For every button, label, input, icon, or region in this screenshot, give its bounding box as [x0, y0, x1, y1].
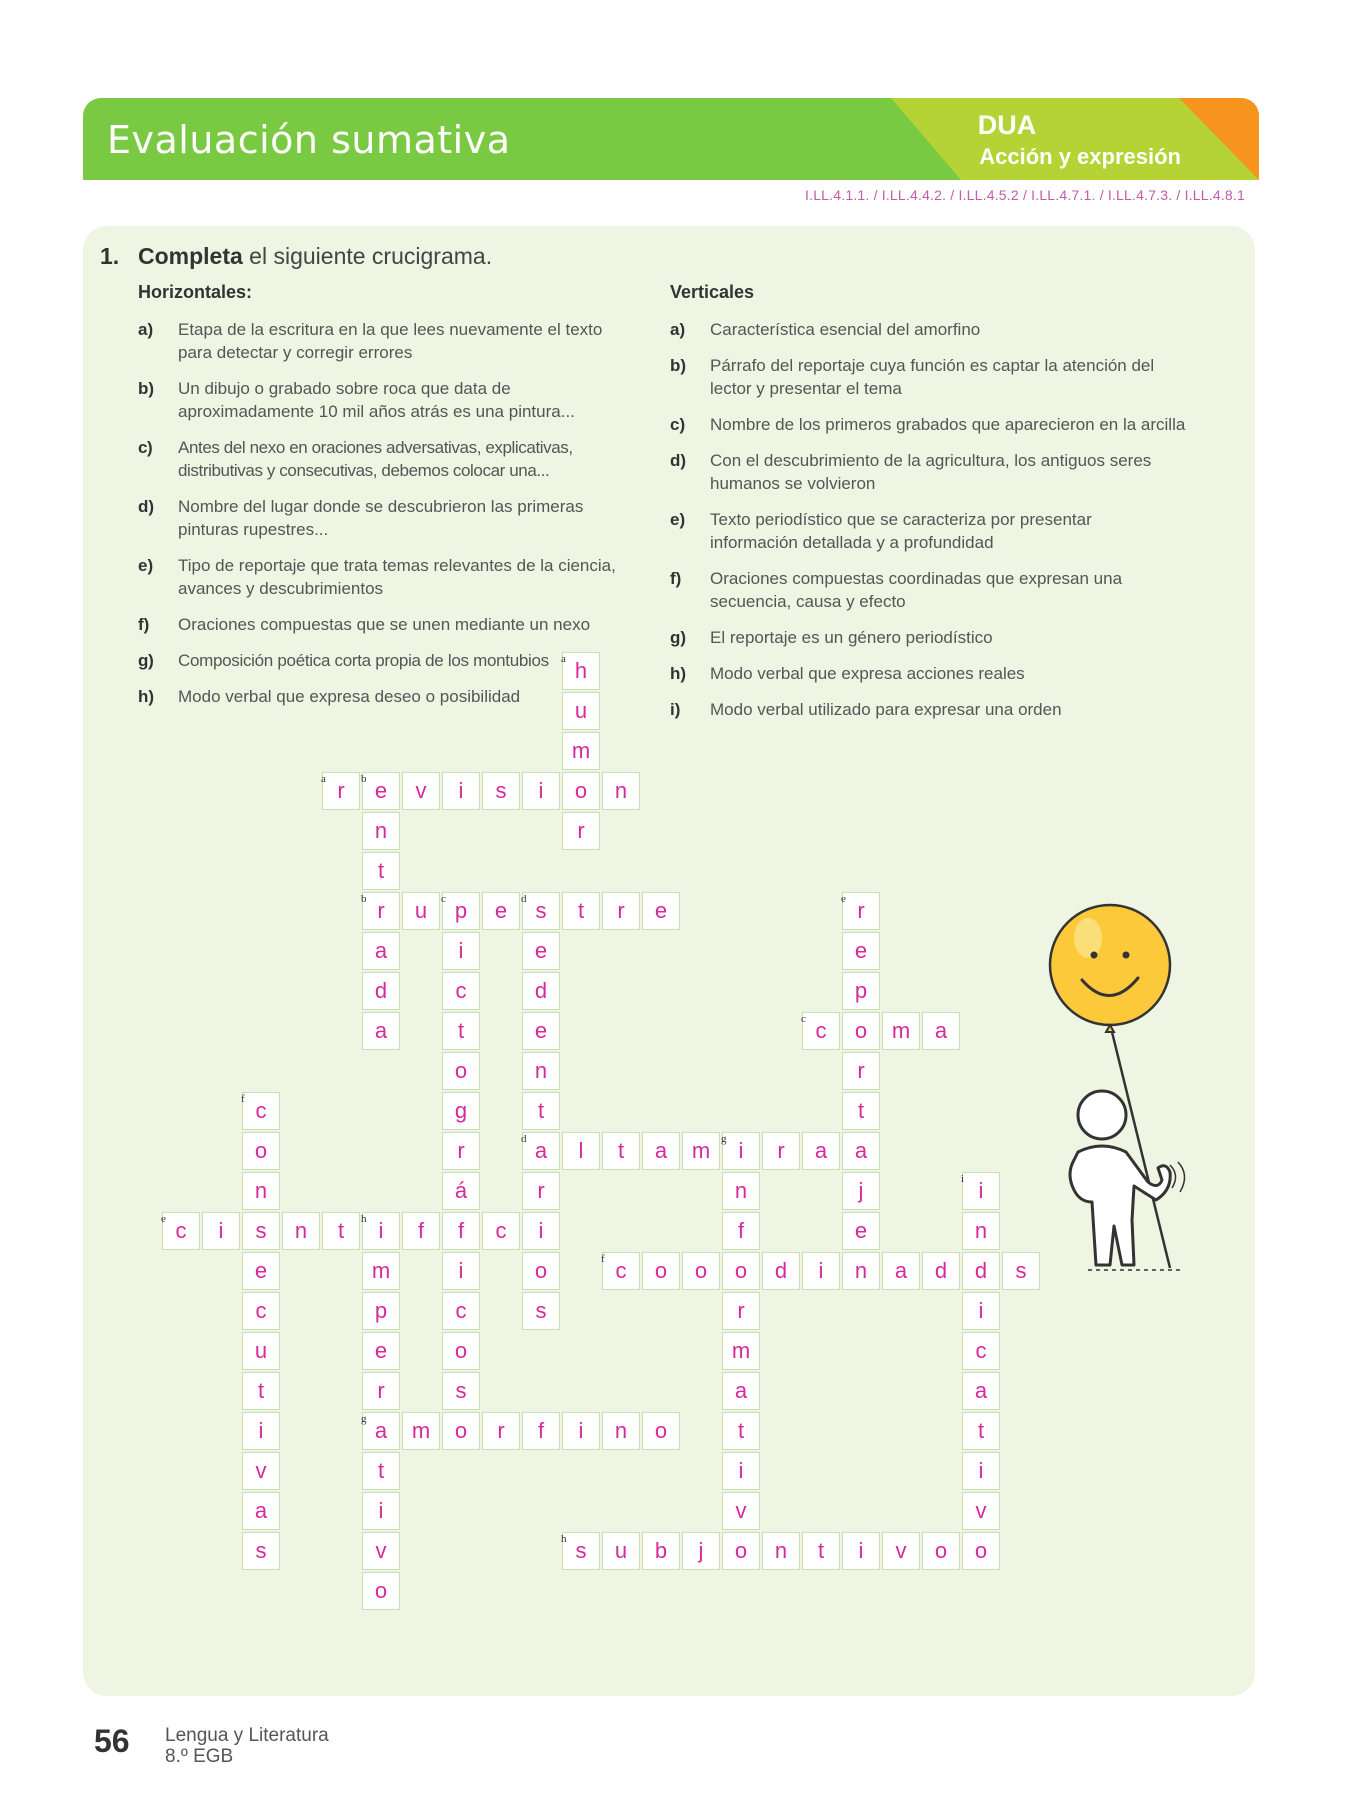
crossword-clue-number: e — [841, 893, 846, 905]
crossword-cell[interactable]: t — [362, 1452, 400, 1490]
clue-text: Etapa de la escritura en la que lees nuevamente el texto para detectar y corregir errores — [178, 320, 603, 362]
crossword-cell[interactable]: o — [522, 1252, 560, 1290]
clue-text: Nombre del lugar donde se descubrieron las primeras pinturas rupestres... — [178, 497, 584, 539]
clue-letter: e) — [138, 556, 154, 575]
clue-text: Modo verbal que expresa deseo o posibilidad — [178, 687, 521, 706]
crossword-clue-number: f — [241, 1093, 245, 1105]
crossword-cell[interactable]: i — [562, 1412, 600, 1450]
crossword-cell[interactable]: r — [482, 1412, 520, 1450]
page-number: 56 — [94, 1723, 130, 1759]
clue-letter: d) — [138, 497, 155, 516]
crossword-cell[interactable]: i — [962, 1452, 1000, 1490]
clue-letter: i) — [670, 700, 681, 719]
clue-letter: a) — [670, 320, 686, 339]
question-text — [138, 243, 492, 270]
question-rest: el siguiente crucigrama. — [242, 243, 493, 269]
clue-letter: g) — [138, 651, 154, 670]
crossword-cell[interactable]: n — [242, 1172, 280, 1210]
crossword-cell[interactable]: o — [682, 1252, 720, 1290]
crossword-cell[interactable]: t — [522, 1092, 560, 1130]
crossword-cell[interactable]: e — [362, 1332, 400, 1370]
crossword-cell[interactable]: c — [442, 972, 480, 1010]
section-title: Evaluación sumativa — [107, 118, 511, 162]
crossword-cell[interactable]: r — [762, 1132, 800, 1170]
crossword-cell[interactable]: t — [362, 852, 400, 890]
crossword-cell[interactable]: r — [322, 772, 360, 810]
crossword-cell[interactable]: h — [562, 652, 600, 690]
verticales-heading: Verticales — [670, 282, 755, 302]
crossword-clue-number: g — [361, 1413, 367, 1425]
crossword-cell[interactable]: r — [842, 1052, 880, 1090]
crossword-cell[interactable]: i — [362, 1212, 400, 1250]
crossword-cell[interactable]: a — [642, 1132, 680, 1170]
crossword-cell[interactable]: i — [842, 1532, 880, 1570]
crossword-clue-number: c — [441, 893, 446, 905]
crossword-cell[interactable]: v — [882, 1532, 920, 1570]
crossword-cell[interactable]: e — [242, 1252, 280, 1290]
clue-text: Modo verbal que expresa acciones reales — [710, 664, 1025, 683]
crossword-cell[interactable]: t — [442, 1012, 480, 1050]
crossword-cell[interactable]: s — [442, 1372, 480, 1410]
clue-text: Texto periodístico que se caracteriza por presentar información detallada y a profundidad — [710, 510, 1092, 552]
crossword-cell[interactable]: i — [962, 1172, 1000, 1210]
crossword-cell[interactable]: t — [562, 892, 600, 930]
crossword-cell[interactable]: c — [242, 1292, 280, 1330]
crossword-cell[interactable]: d — [922, 1252, 960, 1290]
crossword-cell[interactable]: a — [362, 932, 400, 970]
crossword-cell[interactable]: r — [362, 1372, 400, 1410]
clue-letter: h) — [138, 687, 155, 706]
crossword-clue-number: a — [321, 773, 326, 785]
crossword-cell[interactable]: i — [442, 1252, 480, 1290]
crossword-cell[interactable]: i — [722, 1132, 760, 1170]
crossword-cell[interactable]: e — [842, 932, 880, 970]
crossword-cell[interactable]: t — [242, 1372, 280, 1410]
crossword-cell[interactable]: p — [842, 972, 880, 1010]
crossword-cell[interactable]: u — [602, 1532, 640, 1570]
crossword-cell[interactable]: a — [922, 1012, 960, 1050]
crossword-cell[interactable]: i — [522, 772, 560, 810]
crossword-cell[interactable]: t — [722, 1412, 760, 1450]
clue-text: Antes del nexo en oraciones adversativas, explicativas, distributivas y consecutivas, debemos colocar una... — [178, 438, 573, 480]
crossword-clue-number: e — [161, 1213, 166, 1225]
crossword-cell[interactable]: r — [842, 892, 880, 930]
clue-letter: a) — [138, 320, 154, 339]
subject-name: Lengua y Literatura — [165, 1725, 329, 1746]
clue-letter: b) — [138, 379, 155, 398]
balloon-icon — [1050, 905, 1170, 1032]
crossword-clue-number: h — [561, 1533, 567, 1545]
crossword-cell[interactable]: u — [402, 892, 440, 930]
crossword-cell[interactable]: a — [842, 1132, 880, 1170]
crossword-cell[interactable]: o — [842, 1012, 880, 1050]
horizontales-heading: Horizontales: — [138, 282, 253, 302]
dua-subtitle: Acción y expresión — [979, 144, 1181, 169]
crossword-cell[interactable]: r — [602, 892, 640, 930]
crossword-cell[interactable]: m — [882, 1012, 920, 1050]
crossword-clue-number: b — [361, 893, 367, 905]
crossword-clue-number: d — [521, 893, 527, 905]
crossword-cell[interactable]: m — [722, 1332, 760, 1370]
crossword-cell[interactable]: o — [642, 1252, 680, 1290]
crossword-cell[interactable]: c — [602, 1252, 640, 1290]
crossword-cell[interactable]: v — [402, 772, 440, 810]
crossword-cell[interactable]: n — [842, 1252, 880, 1290]
clue-text: Oraciones compuestas coordinadas que expresan una secuencia, causa y efecto — [710, 569, 1123, 611]
crossword-cell[interactable]: n — [722, 1172, 760, 1210]
clue-letter: f) — [138, 615, 150, 634]
crossword-cell[interactable]: a — [242, 1492, 280, 1530]
balloon-character-illustration — [1030, 890, 1240, 1290]
crossword-cell[interactable]: o — [442, 1332, 480, 1370]
crossword-clue-number: b — [361, 773, 367, 785]
crossword-cell[interactable]: c — [962, 1332, 1000, 1370]
crossword-cell[interactable]: s — [242, 1212, 280, 1250]
crossword-cell[interactable]: o — [362, 1572, 400, 1610]
crossword-clue-number: f — [601, 1253, 605, 1265]
crossword-cell[interactable]: n — [762, 1532, 800, 1570]
clue-letter: d) — [670, 451, 687, 470]
clue-text: Característica esencial del amorfino — [710, 320, 981, 339]
crossword-cell[interactable]: e — [522, 932, 560, 970]
crossword-cell[interactable]: a — [802, 1132, 840, 1170]
crossword-cell[interactable]: e — [362, 772, 400, 810]
crossword-cell[interactable]: u — [242, 1332, 280, 1370]
crossword-cell[interactable]: f — [522, 1412, 560, 1450]
clue-letter: c) — [138, 438, 153, 457]
crossword-cell[interactable]: t — [802, 1532, 840, 1570]
question-number: 1. — [100, 243, 120, 269]
crossword-clue-number: i — [961, 1173, 965, 1185]
clue-text: El reportaje es un género periodístico — [710, 628, 993, 647]
crossword-cell[interactable]: a — [882, 1252, 920, 1290]
crossword-cell[interactable]: a — [962, 1372, 1000, 1410]
crossword-cell[interactable]: d — [362, 972, 400, 1010]
crossword-clue-number: a — [561, 653, 566, 665]
crossword-cell[interactable]: e — [842, 1212, 880, 1250]
crossword-cell[interactable]: o — [242, 1132, 280, 1170]
crossword-cell[interactable]: t — [602, 1132, 640, 1170]
crossword-cell[interactable]: u — [562, 692, 600, 730]
crossword-cell[interactable]: c — [242, 1092, 280, 1130]
crossword-cell[interactable]: o — [962, 1532, 1000, 1570]
clue-text: Párrafo del reportaje cuya función es captar la atención del lector y presentar el tema — [710, 356, 1155, 398]
clue-text: Con el descubrimiento de la agricultura, los antiguos seres humanos se volvieron — [710, 451, 1152, 493]
crossword-cell[interactable]: i — [522, 1212, 560, 1250]
crossword-cell[interactable]: b — [642, 1532, 680, 1570]
crossword-cell[interactable]: i — [362, 1492, 400, 1530]
crossword-cell[interactable]: r — [362, 892, 400, 930]
question-verb: Completa — [138, 243, 243, 269]
crossword-cell[interactable]: o — [642, 1412, 680, 1450]
dua-title: DUA — [977, 110, 1037, 140]
crossword-cell[interactable]: n — [962, 1212, 1000, 1250]
crossword-cell[interactable]: n — [602, 1412, 640, 1450]
crossword-cell[interactable]: c — [802, 1012, 840, 1050]
crossword-cell[interactable]: m — [562, 732, 600, 770]
crossword-cell[interactable]: p — [362, 1292, 400, 1330]
crossword-cell[interactable]: o — [442, 1412, 480, 1450]
crossword-clue-number: d — [521, 1133, 527, 1145]
crossword-cell[interactable]: a — [522, 1132, 560, 1170]
crossword-clue-number: g — [721, 1133, 727, 1145]
clue-text: Un dibujo o grabado sobre roca que data de aproximadamente 10 mil años atrás es una pintura... — [178, 379, 575, 421]
crossword-cell[interactable]: n — [282, 1212, 320, 1250]
crossword-cell[interactable]: o — [442, 1052, 480, 1090]
crossword-cell[interactable]: e — [642, 892, 680, 930]
crossword-cell[interactable]: i — [202, 1212, 240, 1250]
crossword-cell[interactable]: v — [362, 1532, 400, 1570]
crossword-cell[interactable]: i — [442, 932, 480, 970]
stick-figure-icon — [1070, 1091, 1170, 1265]
grade-label: 8.º EGB — [165, 1746, 234, 1767]
crossword-cell[interactable]: s — [522, 1292, 560, 1330]
crossword-cell[interactable]: á — [442, 1172, 480, 1210]
crossword-cell[interactable]: d — [962, 1252, 1000, 1290]
crossword-cell[interactable]: i — [722, 1452, 760, 1490]
crossword-cell[interactable]: f — [402, 1212, 440, 1250]
crossword-cell[interactable]: d — [762, 1252, 800, 1290]
crossword-cell[interactable]: s — [522, 892, 560, 930]
footer-text — [165, 1725, 329, 1767]
crossword-cell[interactable]: i — [242, 1412, 280, 1450]
section-header — [83, 98, 1259, 180]
crossword-cell[interactable]: r — [442, 1132, 480, 1170]
crossword-cell[interactable]: o — [722, 1532, 760, 1570]
crossword-cell[interactable]: n — [522, 1052, 560, 1090]
clue-text: Oraciones compuestas que se unen mediante un nexo — [178, 615, 591, 634]
crossword-cell[interactable]: v — [962, 1492, 1000, 1530]
crossword-cell[interactable]: n — [362, 812, 400, 850]
crossword-cell[interactable]: j — [682, 1532, 720, 1570]
clue-text: Modo verbal utilizado para expresar una orden — [710, 700, 1062, 719]
clue-letter: c) — [670, 415, 686, 434]
crossword-cell[interactable]: t — [842, 1092, 880, 1130]
crossword-cell[interactable]: t — [322, 1212, 360, 1250]
clue-letter: b) — [670, 356, 687, 375]
crossword-cell[interactable]: a — [722, 1372, 760, 1410]
crossword-cell[interactable]: c — [442, 1292, 480, 1330]
crossword-cell[interactable]: o — [722, 1252, 760, 1290]
crossword-cell[interactable]: s — [242, 1532, 280, 1570]
crossword-cell[interactable]: i — [802, 1252, 840, 1290]
crossword-cell[interactable]: j — [842, 1172, 880, 1210]
crossword-cell[interactable]: t — [962, 1412, 1000, 1450]
crossword-cell[interactable]: g — [442, 1092, 480, 1130]
crossword-cell[interactable]: v — [242, 1452, 280, 1490]
clue-letter: h) — [670, 664, 687, 683]
crossword-clue-number: h — [361, 1213, 367, 1225]
crossword-cell[interactable]: c — [162, 1212, 200, 1250]
clue-text: Nombre de los primeros grabados que aparecieron en la arcilla — [710, 415, 1186, 434]
crossword-cell[interactable]: s — [562, 1532, 600, 1570]
crossword-cell[interactable]: s — [482, 772, 520, 810]
crossword-cell[interactable]: f — [442, 1212, 480, 1250]
crossword-cell[interactable]: c — [482, 1212, 520, 1250]
crossword-cell[interactable]: l — [562, 1132, 600, 1170]
crossword-cell[interactable]: s — [1002, 1252, 1040, 1290]
crossword-cell[interactable]: v — [722, 1492, 760, 1530]
clue-text: Composición poética corta propia de los montubios — [178, 651, 549, 670]
crossword-cell[interactable]: m — [362, 1252, 400, 1290]
crossword-cell[interactable]: a — [362, 1412, 400, 1450]
crossword-cell[interactable]: i — [962, 1292, 1000, 1330]
clue-letter: g) — [670, 628, 687, 647]
crossword-cell[interactable]: r — [522, 1172, 560, 1210]
crossword-cell[interactable]: r — [562, 812, 600, 850]
crossword-cell[interactable]: m — [402, 1412, 440, 1450]
crossword-cell[interactable]: p — [442, 892, 480, 930]
crossword-cell[interactable]: e — [482, 892, 520, 930]
clue-letter: e) — [670, 510, 686, 529]
crossword-cell[interactable]: o — [562, 772, 600, 810]
crossword-cell[interactable]: o — [922, 1532, 960, 1570]
crossword-clue-number: c — [801, 1013, 806, 1025]
crossword-cell[interactable]: r — [722, 1292, 760, 1330]
crossword-cell[interactable]: f — [722, 1212, 760, 1250]
crossword-cell[interactable]: m — [682, 1132, 720, 1170]
indicator-codes: I.LL.4.1.1. / I.LL.4.4.2. / I.LL.4.5.2 / I.LL.4.7.1. / I.LL.4.7.3. / I.LL.4.8.1 — [805, 187, 1245, 203]
crossword-cell[interactable]: n — [602, 772, 640, 810]
crossword-cell[interactable]: a — [362, 1012, 400, 1050]
clue-text: Tipo de reportaje que trata temas relevantes de la ciencia, avances y descubrimientos — [178, 556, 616, 598]
crossword-cell[interactable]: e — [522, 1012, 560, 1050]
crossword-cell[interactable]: d — [522, 972, 560, 1010]
crossword-cell[interactable]: i — [442, 772, 480, 810]
clue-letter: f) — [670, 569, 682, 588]
